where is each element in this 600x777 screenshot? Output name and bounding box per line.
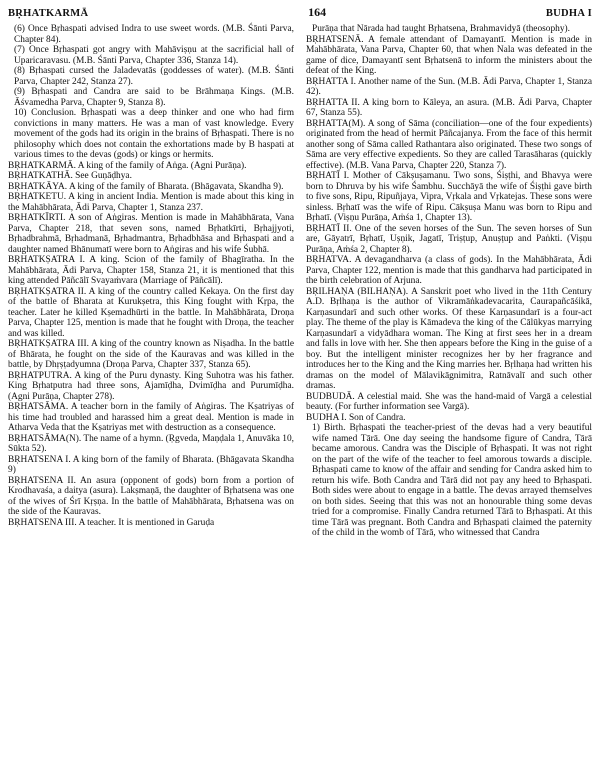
dictionary-entry: BṚHATKṢATRA II. A king of the country called Kekaya. On the first day of the battle of Bharata at Kurukṣetra, this King fought with Kṛpa, the teacher. Later he killed Kṣemadhūrti in the battle. In Mahābhārata, Droṇa Parva, Chapter 125, mention is made that he fought with Droṇa, the teacher and was killed. [8,286,294,339]
dictionary-entry: BṚHATKATHĀ. See Guṇāḍhya. [8,171,132,181]
dictionary-entry: BṚHATĪ I. Mother of Cākṣuṣamanu. Two sons, Śiṣṭhi, and Bhavya were born to Dhruva by his wife Śambhu. Succhāyā the wife of Śiṣṭhi gave birth to five sons, Ripu, Ripuñjaya, Vipra, Vṛkala and Vṛkatejas. These sons were sinless. Bṛhatī was the wife of Ripu. Cākṣuṣa Manu was born to Ripu and Bṛhatī. (Viṣṇu Purāṇa, Aṁśa 1, Chapter 13). [306,171,592,223]
dictionary-entry: BUDBUDĀ. A celestial maid. She was the hand-maid of Vargā a celestial beauty. (For further information see Vargā). [306,391,592,412]
sub-entry: (9) Bṛhaspati and Candra are said to be Brāhmaṇa Kings. (M.B. Āśvamedha Parva, Chapter 9, Stanza 8). [14,87,294,108]
two-column-body [8,24,592,539]
running-head-left: BṚHATKARMĀ [8,8,89,19]
page-number: 164 [308,5,327,19]
dictionary-entry: BṚHATSENĀ. A female attendant of Damayantī. Mention is made in Mahābhārata, Vana Parva, Chapter 60, that when Nala was defeated in the game of dice, Damayantī sent Bṛhatsenā to inform the ministers about the defeat of the King. [306,34,592,76]
dictionary-entry: BṚHATTA(M). A song of Sāma (conciliation—one of the four expedients) originated from the head of hermit Pāñcajanya. From the face of this hermit another song of Sāma called Rathantara also originated. These two songs of Sāma are very effective expedients. So they are called Tarasāharas (quickly effective). (M.B. Vana Parva, Chapter 220, Stanza 7). [306,118,592,171]
sub-entry: (6) Once Bṛhaspati advised Indra to use sweet words. (M.B. Śānti Parva, Chapter 84). [14,24,294,45]
sub-entry: (7) Once Bṛhaspati got angry with Mahāviṣṇu at the sacrificial hall of Uparicaravasu. (M.B. Śānti Parva, Chapter 336, Stanza 14). [14,45,294,66]
running-head-right: BUDHA I [545,8,592,19]
dictionary-entry: BṚHATKĀYA. A king of the family of Bharata. (Bhāgavata, Skandha 9). [8,181,284,192]
dictionary-entry: BṚHATSĀMA. A teacher born in the family of Aṅgiras. The Kṣatriyas of his time had troubled and harassed him a great deal. Mention is made in Atharva Veda that the Kṣatriyas met with destruction as a consequence. [8,402,294,433]
dictionary-entry: BṚHATTA I. Another name of the Sun. (M.B. Ādi Parva, Chapter 1, Stanza 42). [306,76,592,97]
dictionary-entry: BṚHATSĀMA(N). The name of a hymn. (Ṛgveda, Maṇḍala 1, Anuvāka 10, Sūkta 52). [8,433,294,454]
dictionary-entry: BṚHATKARMĀ. A king of the family of Aṅga. (Agni Purāṇa). [8,160,247,171]
dictionary-entry: BṚHATKṢATRA III. A king of the country known as Niṣadha. In the battle of Bhārata, he fought on the side of the Kauravas and was killed in the battle, by Dhṛṣṭadyumna (Droṇa Parva, Chapter 337, Stanza 65). [8,339,294,370]
dictionary-entry: BṚHATTA II. A king born to Kāleya, an asura. (M.B. Ādi Parva, Chapter 67, Stanza 55). [306,97,592,118]
page-header [8,5,592,23]
sub-entry: 10) Conclusion. Bṛhaspati was a deep thinker and one who had firm convictions in many matters. He was a man of vast knowledge. Every movement of the gods had its origin in the brains of Bṛhaspati. There is no philosophy which does not contain the exhortations made by B haspati at various times to the devas (gods) or kings or hermits. [14,108,294,160]
dictionary-entry: BṚHATPUTRA. A king of the Puru dynasty. King Suhotra was his father. King Bṛhatputra had three sons, Ajamīḍha, Dvimīḍha and Purumīḍha. (Agni Purāṇa, Chapter 278). [8,370,294,402]
sub-entry: (8) Bṛhaspati cursed the Jaladevatās (goddesses of water). (M.B. Śānti Parva, Chapter 242, Stanza 27). [14,66,294,87]
dictionary-entry: BṚHATVA. A devagandharva (a class of gods). In the Mahābhārata, Ādi Parva, Chapter 122, mention is made that this gandharva had participated in the birth celebration of Arjuna. [306,255,592,286]
dictionary-entry: BṚHATKĪRTI. A son of Aṅgiras. Mention is made in Mahābhārata, Vana Parva, Chapter 218, that seven sons, named Bṛhatkīrti, Bṛhajjyoti, Bṛhadbrahmā, Bṛhadmanā, Bṛhadmantra, Bṛhadbhāsa and Bṛhaspati and a daughter named Bhānumatī were born to Aṅgiras and his wife Śubhā. [8,213,294,255]
dictionary-entry: BṚHATKETU. A king in ancient India. Mention is made about this king in the Mahābhārata, Ādi Parva, Chapter 1, Stanza 237. [8,192,294,213]
left-column [8,24,294,539]
sub-entry: 1) Birth. Bṛhaspati the teacher-priest of the devas had a very beautiful wife named Tārā. One day seeing the handsome figure of Candra, Tārā became amorous. Candra was the Disciple of Bṛhaspati. It was not right on the part of the wife of the teacher to feel amorous towards a disciple. Bṛhaspati came to know of the affair and sending for Candra asked him to return his wife. Both Candra and Tārā did not pay any heed to Bṛhaspati. Both sides were about to engage in a battle. The devas arrayed themselves on both sides. Seeing that this was not an honourable thing some devas tried for a compromise. Finally Candra returned Tārā to Bṛhaspati. At this time Tārā was pregnant. Both Candra and Bṛhaspati claimed the paternity of the child in the womb of Tārā, who witnessed that Candra [312,423,592,538]
dictionary-entry: BṚHATSENA II. An asura (opponent of gods) born from a portion of Krodhavaśa, a daitya (asura). Lakṣmaṇā, the daughter of Bṛhatsena was one of the wives of Śrī Kṛṣṇa. In the battle of Mahābhārata, Bṛhatsena was on the side of the Kauravas. [8,475,294,517]
dictionary-entry: BṚHATKṢATRA I. A king. Scion of the family of Bhagīratha. In the Mahābhārata, Ādi Parva, Chapter 158, Stanza 21, it is mentioned that this king attended Pāñcālī Svayaṁvara (Marriage of Pāñcālī). [8,255,294,286]
dictionary-entry: BṚHATSENA I. A king born of the family of Bharata. (Bhāgavata Skandha 9) [8,454,294,475]
dictionary-entry: BṚHATĪ II. One of the seven horses of the Sun. The seven horses of Sun are, Gāyatrī, Bṛhatī, Uṣṇik, Jagatī, Triṣṭup, Anuṣṭup and Paṅkti. (Viṣṇu Purāṇa, Aṁśa 2, Chapter 8). [306,223,592,255]
dictionary-entry: BṚILHAṆA (BILHAṆA). A Sanskrit poet who lived in the 11th Century A.D. Bṛlhaṇa is the author of Vikramāṅkadevacarita, Caurapañcāśikā, Karṇasundarī and such other works. Of these Karṇasundarī is a four-act play. The theme of the play is Kāmadeva the king of the Cālūkyas marrying Karṇasundarī a vidyādhara woman. The King at first sees her in a dream and falls in love with her. She then appears before the King in the guise of a boy. But the intelligent minister recognizes her by her fragrance and introduces her to the King and the King marries her. Bṛlhaṇa had written his dramas on the model of Mālavikāgnimitra, Ratnāvalī and such other dramas. [306,286,592,391]
entry-continuation: Purāṇa that Nārada had taught Bṛhatsena, Brahmavidyā (theosophy). [312,24,570,34]
dictionary-entry: BṚHATSENA III. A teacher. It is mentioned in Garuḍa [8,517,215,528]
dictionary-entry: BUDHA I. Son of Candra. [306,412,406,423]
right-column [306,24,592,539]
